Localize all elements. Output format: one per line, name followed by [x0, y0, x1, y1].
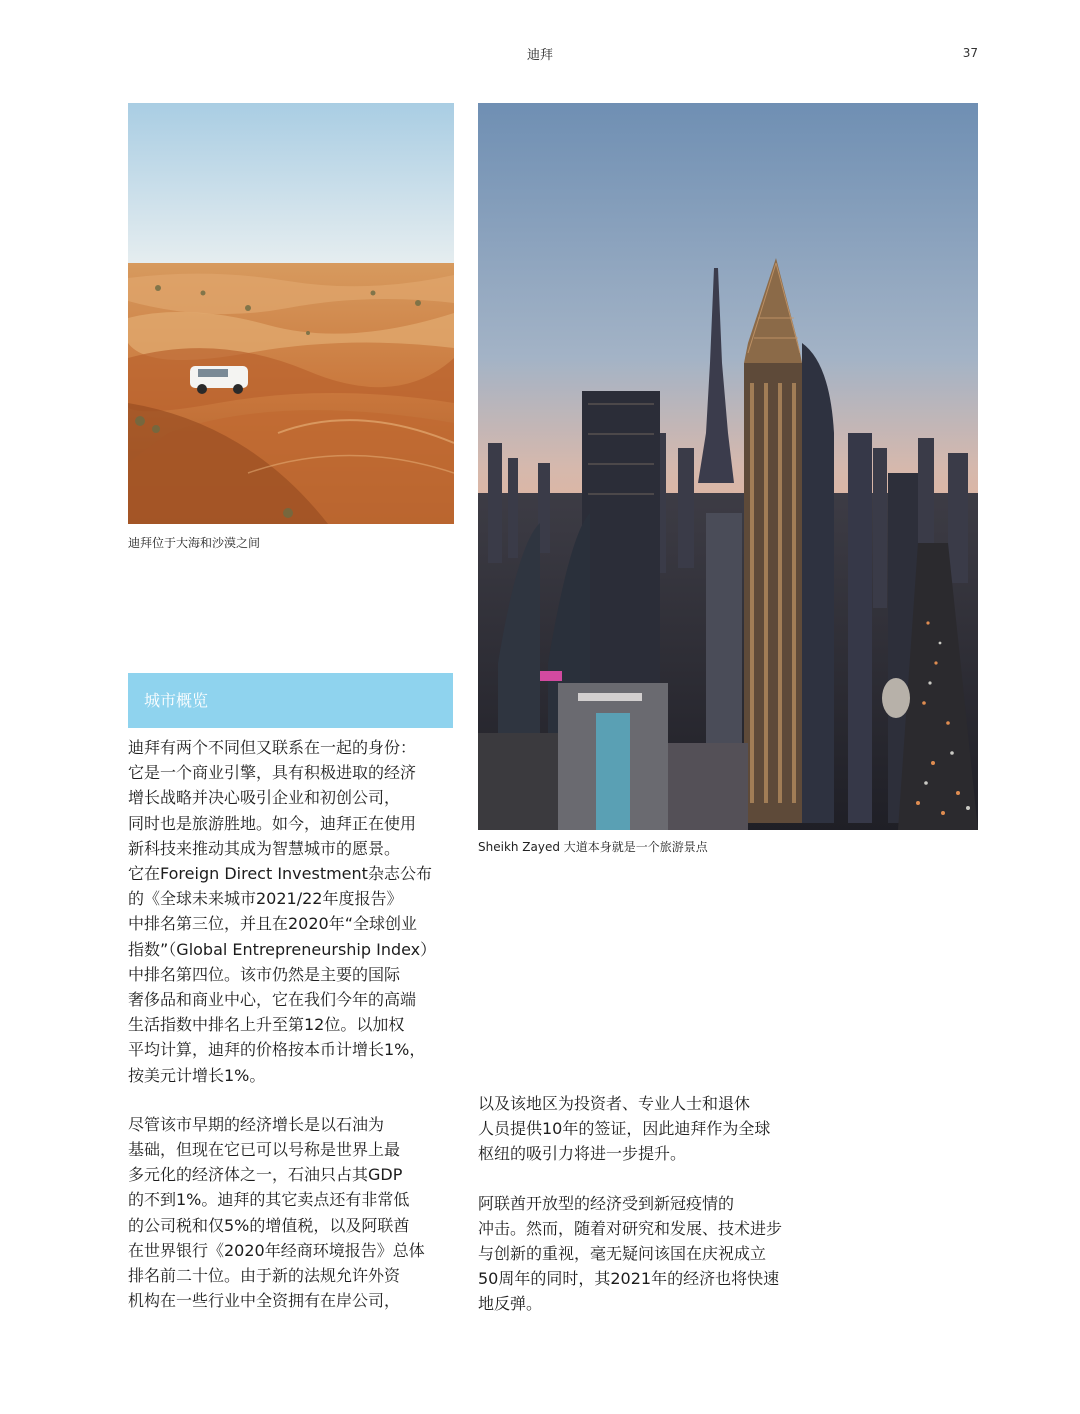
text-line: 指数”（Global Entrepreneurship Index） [128, 939, 437, 959]
text-line: 的《全球未来城市2021/22年度报告》 [128, 889, 403, 909]
text-line: 在世界银行《2020年经商环境报告》总体 [128, 1240, 425, 1260]
text-line: 地反弹。 [478, 1294, 543, 1314]
text-line: 机构在一些行业中全资拥有在岸公司， [128, 1291, 401, 1311]
text-line: 尽管该市早期的经济增长是以石油为 [128, 1114, 385, 1134]
text-line: 以及该地区为投资者、专业人士和退休 [478, 1094, 751, 1113]
section-heading: 城市概览 [128, 673, 453, 728]
text-line: 增长战略并决心吸引企业和初创公司， [128, 788, 401, 808]
body-text-right-column [478, 1091, 808, 1341]
text-line: 排名前二十位。由于新的法规允许外资 [128, 1266, 401, 1286]
text-line: 多元化的经济体之一，石油只占其GDP [128, 1165, 403, 1185]
text-line: 基础，但现在它已可以号称是世界上最 [128, 1140, 401, 1160]
text-line: 人员提供10年的签证，因此迪拜作为全球 [478, 1119, 771, 1139]
text-line: 按美元计增长1%。 [128, 1065, 266, 1085]
paragraph [478, 1091, 808, 1167]
text-line: 中排名第三位，并且在2020年“全球创业 [128, 914, 418, 934]
body-text-left-column [128, 735, 458, 1337]
text-line: 阿联酋开放型的经济受到新冠疫情的 [478, 1193, 735, 1213]
text-line: 中排名第四位。该市仍然是主要的国际 [128, 964, 401, 984]
paragraph [128, 1112, 458, 1314]
desert-photo-caption: 迪拜位于大海和沙漠之间 [128, 536, 261, 550]
text-line: 平均计算，迪拜的价格按本币计增长1%， [128, 1040, 426, 1060]
text-line: 50周年的同时，其2021年的经济也将快速 [478, 1269, 780, 1289]
text-line: 它在Foreign Direct Investment杂志公布 [128, 864, 432, 884]
page-number: 37 [962, 46, 978, 60]
text-line: 生活指数中排名上升至第12位。以加权 [128, 1015, 405, 1035]
paragraph [478, 1191, 808, 1317]
city-photo-caption: Sheikh Zayed 大道本身就是一个旅游景点 [478, 840, 708, 854]
desert-photo [128, 103, 454, 524]
text-line: 迪拜有两个不同但又联系在一起的身份： [128, 738, 417, 757]
city-skyline-photo [478, 103, 978, 830]
text-line: 的不到1%。迪拜的其它卖点还有非常低 [128, 1190, 410, 1210]
text-line: 同时也是旅游胜地。如今，迪拜正在使用 [128, 813, 417, 833]
running-title: 迪拜 [526, 48, 553, 63]
text-line: 奢侈品和商业中心，它在我们今年的高端 [128, 990, 417, 1010]
text-line: 的公司税和仅5%的增值税，以及阿联酋 [128, 1215, 410, 1235]
text-line: 它是一个商业引擎，具有积极进取的经济 [128, 763, 417, 783]
text-line: 枢纽的吸引力将进一步提升。 [478, 1144, 687, 1164]
paragraph [128, 735, 458, 1088]
text-line: 冲击。然而，随着对研究和发展、技术进步 [478, 1218, 783, 1238]
text-line: 新科技来推动其成为智慧城市的愿景。 [128, 838, 401, 858]
text-line: 与创新的重视，毫无疑问该国在庆祝成立 [478, 1244, 767, 1264]
